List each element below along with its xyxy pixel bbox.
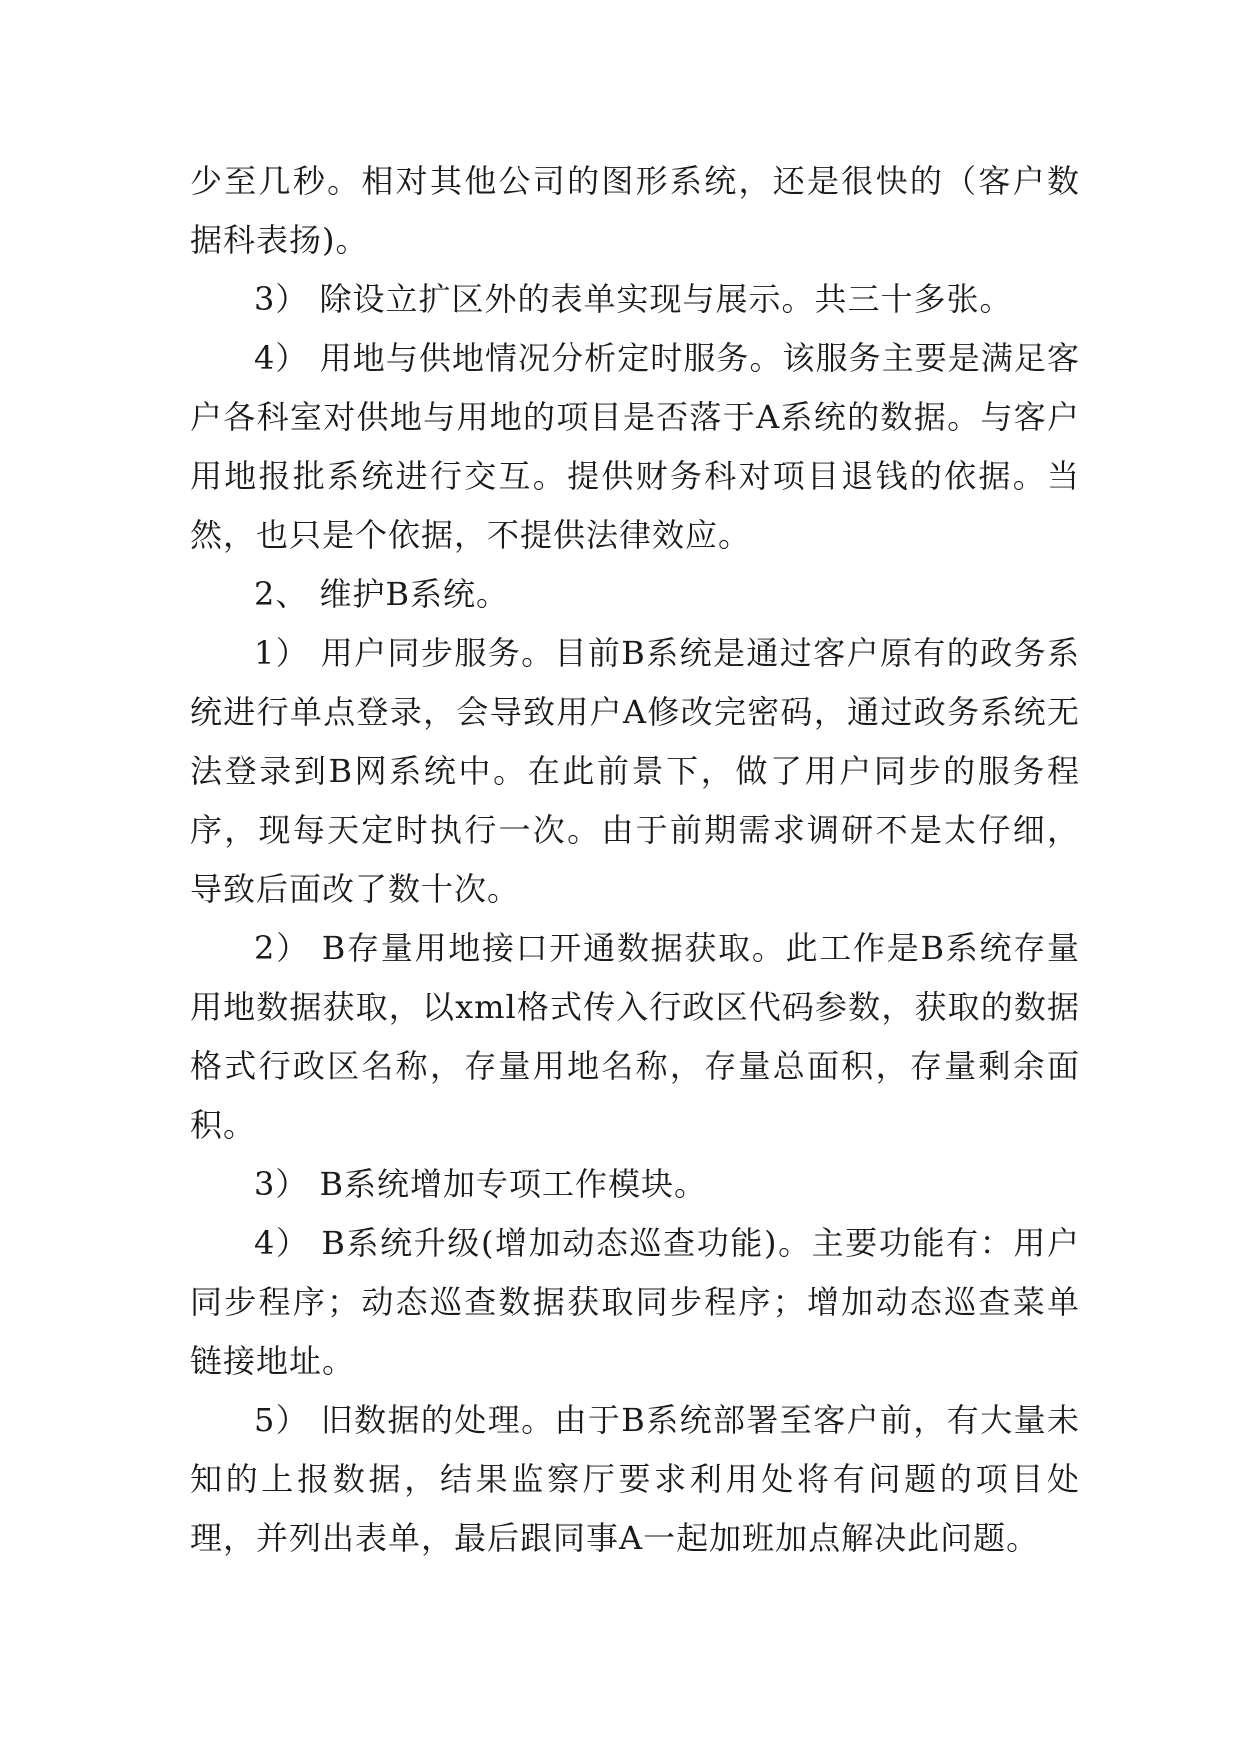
paragraph-continuation: 少至几秒。相对其他公司的图形系统，还是很快的（客户数据科表扬)。	[190, 162, 1080, 259]
paragraph-item-4-b-upgrade: 4） B系统升级(增加动态巡查功能)。主要功能有：用户同步程序；动态巡查数据获取同步程序；增加动态巡查菜单链接地址。	[190, 1224, 1080, 1380]
paragraph-item-1-user-sync: 1） 用户同步服务。目前B系统是通过客户原有的政务系统进行单点登录，会导致用户A修改完密码，通过政务系统无法登录到B网系统中。在此前景下，做了用户同步的服务程序，现每天定时执行一次。由于前期需求调研不是太仔细，导致后面改了数十次。	[190, 634, 1080, 908]
document-body	[190, 152, 1080, 1568]
paragraph-item-4-land-analysis: 4） 用地与供地情况分析定时服务。该服务主要是满足客户各科室对供地与用地的项目是否落于A系统的数据。与客户用地报批系统进行交互。提供财务科对项目退钱的依据。当然，也只是个依据，不提供法律效应。	[190, 339, 1080, 554]
paragraph-item-3-special-module: 3） B系统增加专项工作模块。	[254, 1165, 708, 1203]
paragraph-item-3-forms: 3） 除设立扩区外的表单实现与展示。共三十多张。	[254, 280, 1013, 318]
paragraph-item-2-stock-land-api: 2） B存量用地接口开通数据获取。此工作是B系统存量用地数据获取，以xml格式传入行政区代码参数，获取的数据格式行政区名称，存量用地名称，存量总面积，存量剩余面积。	[190, 929, 1080, 1144]
section-heading-maintain-b: 2、 维护B系统。	[254, 575, 510, 613]
paragraph-item-5-old-data: 5） 旧数据的处理。由于B系统部署至客户前，有大量未知的上报数据，结果监察厅要求利用处将有问题的项目处理，并列出表单，最后跟同事A一起加班加点解决此问题。	[190, 1401, 1080, 1557]
